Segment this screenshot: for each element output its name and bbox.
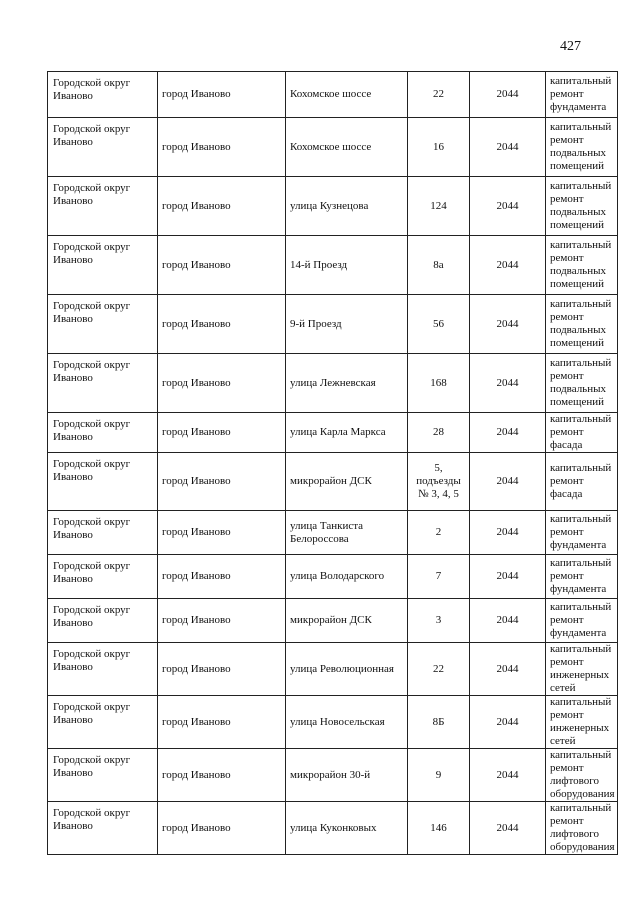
cell-work-type: капитальный ремонт фундамента bbox=[546, 511, 618, 555]
cell-street: улица Лежневская bbox=[286, 354, 408, 413]
table-row bbox=[48, 599, 618, 643]
cell-work-type: капитальный ремонт фасада bbox=[546, 413, 618, 453]
cell-year: 2044 bbox=[470, 72, 546, 118]
cell-street: 14-й Проезд bbox=[286, 236, 408, 295]
cell-year: 2044 bbox=[470, 802, 546, 855]
table-row bbox=[48, 118, 618, 177]
cell-city: город Иваново bbox=[158, 236, 286, 295]
table-row bbox=[48, 413, 618, 453]
cell-work-type: капитальный ремонт фундамента bbox=[546, 599, 618, 643]
cell-work-type: капитальный ремонт подвальных помещений bbox=[546, 295, 618, 354]
repair-schedule-table bbox=[47, 71, 618, 855]
cell-house-number: 5, подъезды № 3, 4, 5 bbox=[408, 453, 470, 511]
cell-work-type: капитальный ремонт лифтового оборудования bbox=[546, 802, 618, 855]
cell-city: город Иваново bbox=[158, 599, 286, 643]
cell-year: 2044 bbox=[470, 177, 546, 236]
cell-okrug: Городской округ Иваново bbox=[48, 72, 158, 118]
table-row bbox=[48, 236, 618, 295]
cell-work-type: капитальный ремонт фундамента bbox=[546, 72, 618, 118]
cell-work-type: капитальный ремонт подвальных помещений bbox=[546, 177, 618, 236]
cell-city: город Иваново bbox=[158, 118, 286, 177]
cell-okrug: Городской округ Иваново bbox=[48, 802, 158, 855]
cell-year: 2044 bbox=[470, 236, 546, 295]
cell-street: Кохомское шоссе bbox=[286, 72, 408, 118]
cell-city: город Иваново bbox=[158, 749, 286, 802]
cell-work-type: капитальный ремонт инженерных сетей bbox=[546, 696, 618, 749]
cell-year: 2044 bbox=[470, 511, 546, 555]
cell-house-number: 56 bbox=[408, 295, 470, 354]
cell-house-number: 22 bbox=[408, 643, 470, 696]
cell-house-number: 8Б bbox=[408, 696, 470, 749]
cell-street: улица Танкиста Белороссова bbox=[286, 511, 408, 555]
cell-work-type: капитальный ремонт подвальных помещений bbox=[546, 354, 618, 413]
cell-city: город Иваново bbox=[158, 177, 286, 236]
table-row bbox=[48, 749, 618, 802]
cell-street: микрорайон ДСК bbox=[286, 453, 408, 511]
cell-street: улица Кузнецова bbox=[286, 177, 408, 236]
cell-okrug: Городской округ Иваново bbox=[48, 749, 158, 802]
cell-okrug: Городской округ Иваново bbox=[48, 555, 158, 599]
cell-house-number: 7 bbox=[408, 555, 470, 599]
cell-okrug: Городской округ Иваново bbox=[48, 236, 158, 295]
table-row bbox=[48, 177, 618, 236]
cell-street: микрорайон ДСК bbox=[286, 599, 408, 643]
cell-city: город Иваново bbox=[158, 354, 286, 413]
cell-year: 2044 bbox=[470, 118, 546, 177]
cell-house-number: 28 bbox=[408, 413, 470, 453]
cell-year: 2044 bbox=[470, 354, 546, 413]
table-row bbox=[48, 72, 618, 118]
table-row bbox=[48, 555, 618, 599]
cell-work-type: капитальный ремонт фундамента bbox=[546, 555, 618, 599]
cell-street: улица Новосельская bbox=[286, 696, 408, 749]
cell-house-number: 146 bbox=[408, 802, 470, 855]
table-row bbox=[48, 696, 618, 749]
table-row bbox=[48, 511, 618, 555]
cell-street: 9-й Проезд bbox=[286, 295, 408, 354]
cell-okrug: Городской округ Иваново bbox=[48, 354, 158, 413]
cell-work-type: капитальный ремонт инженерных сетей bbox=[546, 643, 618, 696]
cell-city: город Иваново bbox=[158, 511, 286, 555]
table-row bbox=[48, 295, 618, 354]
cell-year: 2044 bbox=[470, 555, 546, 599]
cell-year: 2044 bbox=[470, 453, 546, 511]
cell-street: улица Володарского bbox=[286, 555, 408, 599]
table-row bbox=[48, 643, 618, 696]
cell-city: город Иваново bbox=[158, 453, 286, 511]
cell-work-type: капитальный ремонт лифтового оборудования bbox=[546, 749, 618, 802]
cell-okrug: Городской округ Иваново bbox=[48, 413, 158, 453]
cell-work-type: капитальный ремонт подвальных помещений bbox=[546, 236, 618, 295]
cell-year: 2044 bbox=[470, 696, 546, 749]
table-body bbox=[48, 72, 618, 855]
cell-house-number: 8а bbox=[408, 236, 470, 295]
cell-house-number: 3 bbox=[408, 599, 470, 643]
cell-city: город Иваново bbox=[158, 696, 286, 749]
cell-street: улица Куконковых bbox=[286, 802, 408, 855]
cell-house-number: 22 bbox=[408, 72, 470, 118]
table-row bbox=[48, 453, 618, 511]
cell-okrug: Городской округ Иваново bbox=[48, 696, 158, 749]
table-row bbox=[48, 802, 618, 855]
cell-okrug: Городской округ Иваново bbox=[48, 295, 158, 354]
cell-city: город Иваново bbox=[158, 72, 286, 118]
cell-okrug: Городской округ Иваново bbox=[48, 453, 158, 511]
cell-okrug: Городской округ Иваново bbox=[48, 177, 158, 236]
cell-okrug: Городской округ Иваново bbox=[48, 643, 158, 696]
cell-work-type: капитальный ремонт подвальных помещений bbox=[546, 118, 618, 177]
cell-house-number: 168 bbox=[408, 354, 470, 413]
page-number: 427 bbox=[560, 39, 581, 54]
cell-street: Кохомское шоссе bbox=[286, 118, 408, 177]
cell-year: 2044 bbox=[470, 749, 546, 802]
cell-street: улица Революционная bbox=[286, 643, 408, 696]
cell-house-number: 124 bbox=[408, 177, 470, 236]
cell-city: город Иваново bbox=[158, 802, 286, 855]
cell-house-number: 16 bbox=[408, 118, 470, 177]
cell-year: 2044 bbox=[470, 295, 546, 354]
cell-house-number: 2 bbox=[408, 511, 470, 555]
cell-okrug: Городской округ Иваново bbox=[48, 511, 158, 555]
cell-work-type: капитальный ремонт фасада bbox=[546, 453, 618, 511]
cell-year: 2044 bbox=[470, 413, 546, 453]
cell-year: 2044 bbox=[470, 643, 546, 696]
table-row bbox=[48, 354, 618, 413]
cell-street: улица Карла Маркса bbox=[286, 413, 408, 453]
cell-street: микрорайон 30-й bbox=[286, 749, 408, 802]
cell-city: город Иваново bbox=[158, 295, 286, 354]
cell-house-number: 9 bbox=[408, 749, 470, 802]
cell-city: город Иваново bbox=[158, 413, 286, 453]
cell-okrug: Городской округ Иваново bbox=[48, 599, 158, 643]
cell-okrug: Городской округ Иваново bbox=[48, 118, 158, 177]
cell-city: город Иваново bbox=[158, 643, 286, 696]
cell-year: 2044 bbox=[470, 599, 546, 643]
cell-city: город Иваново bbox=[158, 555, 286, 599]
